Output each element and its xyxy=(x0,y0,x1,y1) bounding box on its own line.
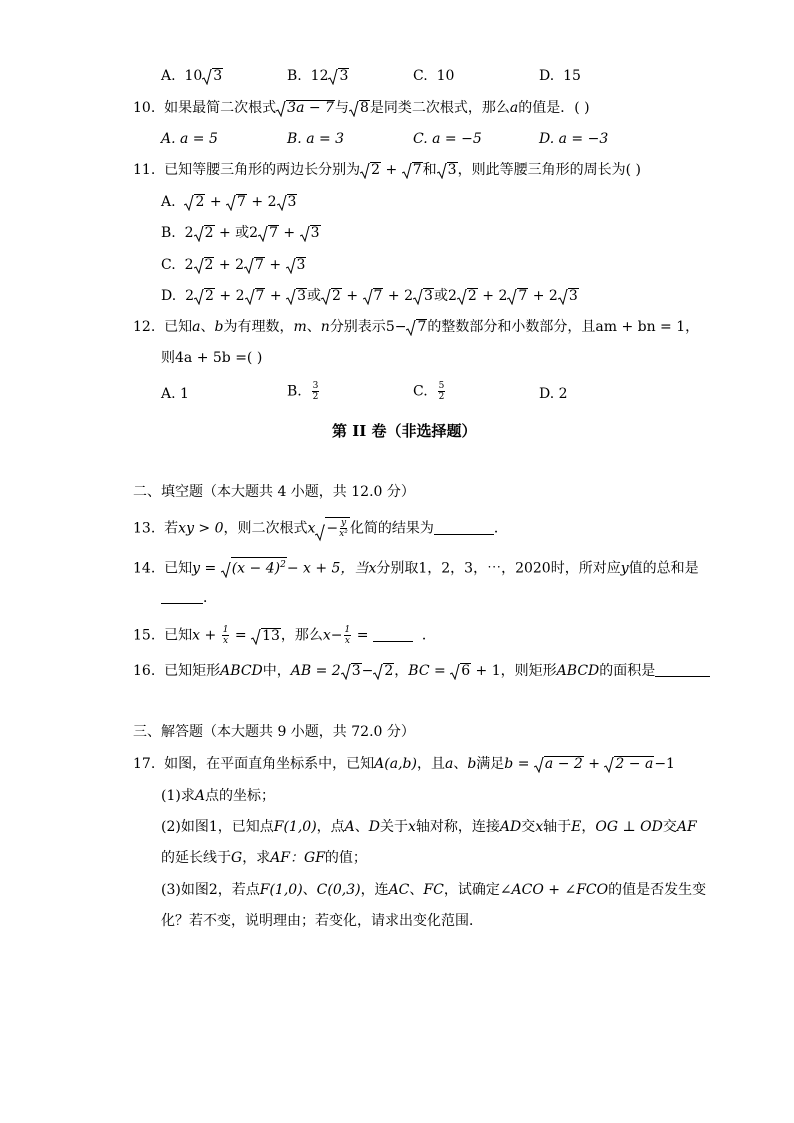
q17-part3-line1: (3)如图2，若点F(1,0)、C(0,3)，连AC、FC，试确定∠ACO + ∠FCO的值是否发生变 xyxy=(161,882,707,898)
q9-option-a: A. 10 3 xyxy=(161,67,223,87)
q12-stem-line2: 则4a + 5b =( ) xyxy=(161,350,263,366)
q14-stem: 14. 已知$y = (x - 4)^2- x + 5$，当x分别取1，2，3，⋯，2020时，所对应y值的总和是 xyxy=(133,557,699,580)
radical-icon xyxy=(507,289,517,307)
q12-option-b: B. $\frac{3}{2}$ xyxy=(287,381,319,402)
fraction: $\frac{1}{x}$ xyxy=(344,625,351,646)
q17-part3-line2: 化？若不变，说明理由；若变化，请求出变化范围． xyxy=(161,913,483,929)
q16-answer-blank[interactable] xyxy=(655,676,710,677)
q11-option-b: B. 2 2 + 或2 7 + 3 xyxy=(161,224,321,244)
radical-icon xyxy=(245,289,255,307)
radical-icon xyxy=(349,101,359,119)
q17-part2-line2: 的延长线于G，求AF：GF的值； xyxy=(161,850,367,866)
q10-option-a: A. a = 5 xyxy=(161,131,218,147)
section3-heading: 三、解答题（本大题共 9 小题，共 72.0 分） xyxy=(133,724,415,740)
section2-heading: 二、填空题（本大题共 4 小题，共 12.0 分） xyxy=(133,484,415,500)
q10-stem: 10. 如果最简二次根式 3a − 7与 8是同类二次根式，那么a的值是．( ) xyxy=(133,99,590,119)
radical-icon xyxy=(360,163,370,181)
q13-stem: 13. 若xy > 0，则二次根式x − $\frac{y}{\text{x²}}$ 化简的结果为 ． xyxy=(133,517,508,544)
q15-answer-blank[interactable] xyxy=(373,641,413,642)
radical-icon xyxy=(286,258,296,276)
radical-icon xyxy=(277,195,287,213)
q11-option-d: D. 2 2 + 2 7 + 3或 2 + 7 + 2 3或2 2 + 2 7 + 2 3 xyxy=(161,287,579,307)
radical-icon xyxy=(221,562,231,580)
radical-icon xyxy=(558,289,568,307)
radical-icon xyxy=(251,629,261,647)
q10-option-c: C. a = −5 xyxy=(413,131,482,147)
fraction: $\frac{3}{2}$ xyxy=(312,381,319,402)
q12-option-c: C. $\frac{5}{2}$ xyxy=(413,381,445,402)
radical-icon xyxy=(184,195,194,213)
radical-icon xyxy=(226,195,236,213)
q9-option-c: C. 10 xyxy=(413,68,455,84)
q16-stem: 16. 已知矩形ABCD中，AB = 2 3− 2，BC = 6 + 1，则矩形ABCD的面积是 xyxy=(133,662,710,682)
radical-icon xyxy=(328,69,338,87)
radical-icon xyxy=(437,163,447,181)
radical-icon xyxy=(300,226,310,244)
fraction: $\frac{5}{2}$ xyxy=(438,381,445,402)
radical-icon xyxy=(363,289,373,307)
q17-stem: 17. 如图，在平面直角坐标系中，已知A(a,b)，且a、b满足b = a − 2 + 2 − a−1 xyxy=(133,755,675,775)
radical-icon xyxy=(450,664,460,682)
radical-icon xyxy=(194,289,204,307)
radical-icon xyxy=(341,664,351,682)
q12-option-d: D. 2 xyxy=(539,386,568,402)
radical-icon xyxy=(604,757,614,775)
q9-option-b: B. 12 3 xyxy=(287,67,349,87)
q14-stem-line2: ． xyxy=(161,589,217,607)
q14-answer-blank[interactable] xyxy=(161,603,203,604)
radical-icon xyxy=(202,69,212,87)
fraction: $\frac{1}{x}$ xyxy=(222,625,229,646)
q13-answer-blank[interactable] xyxy=(434,534,494,535)
q11-option-a: A. 2 + 7 + 2 3 xyxy=(161,193,297,213)
q9-option-d: D. 15 xyxy=(539,68,581,84)
q17-part1: (1)求A点的坐标； xyxy=(161,788,275,804)
radical-icon xyxy=(413,289,423,307)
radical-icon xyxy=(402,163,412,181)
q12-option-a: A. 1 xyxy=(161,386,189,402)
q15-stem: 15. 已知x + $\frac{1}{x}$ = 13，那么x− $\frac{1}{x}$ = ． xyxy=(133,625,436,646)
part2-title: 第 II 卷（非选择题） xyxy=(332,422,477,440)
q10-option-b: B. a = 3 xyxy=(287,131,345,147)
radical-icon xyxy=(194,226,204,244)
fraction: $\frac{y}{\text{x²}}$ xyxy=(339,518,348,539)
radical-icon xyxy=(321,289,331,307)
q11-option-c: C. 2 2 + 2 7 + 3 xyxy=(161,256,306,276)
radical-icon xyxy=(258,226,268,244)
radical-icon xyxy=(315,522,325,544)
radical-icon xyxy=(457,289,467,307)
radical-icon xyxy=(373,664,383,682)
radical-icon xyxy=(244,258,254,276)
radical-icon xyxy=(534,757,544,775)
radical-icon xyxy=(276,101,286,119)
q10-option-d: D. a = −3 xyxy=(539,131,609,147)
radical-icon xyxy=(194,258,204,276)
q12-stem: 12. 已知a、b为有理数，m、n分别表示5− 7的整数部分和小数部分，且am + bn = 1， xyxy=(133,318,699,338)
radical-icon xyxy=(286,289,296,307)
q11-stem: 11. 已知等腰三角形的两边长分别为 2 + 7和 3，则此等腰三角形的周长为( ) xyxy=(133,161,641,181)
radical-icon xyxy=(406,320,416,338)
q17-part2-line1: (2)如图1，已知点F(1,0)，点A、D关于x轴对称，连接AD交x轴于E，OG ⊥ OD交AF xyxy=(161,819,697,835)
